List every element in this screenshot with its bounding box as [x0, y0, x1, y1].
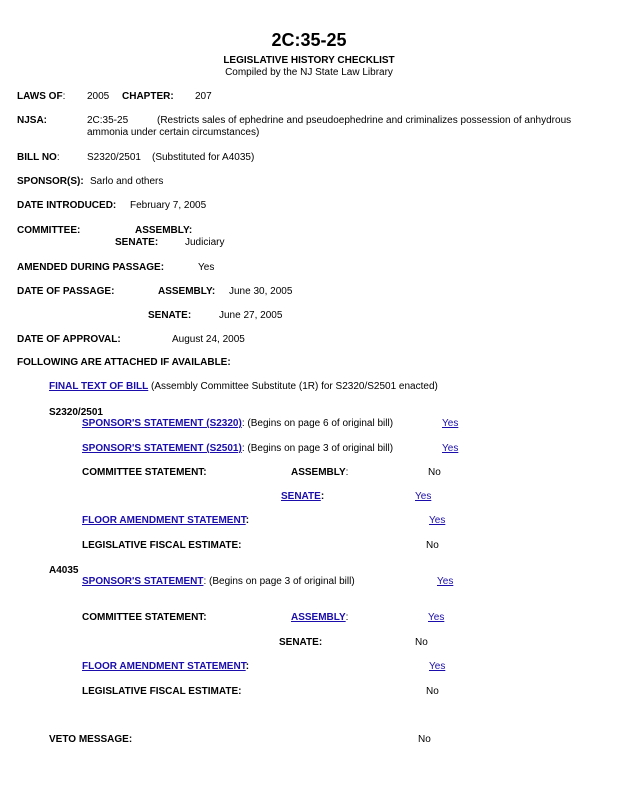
veto-label: VETO MESSAGE:	[49, 734, 133, 745]
committee-senate-value: Judiciary	[185, 237, 225, 248]
s-sponsor2-link[interactable]: SPONSOR'S STATEMENT (S2501)	[82, 443, 242, 454]
passage-senate-value: June 27, 2005	[219, 310, 283, 321]
date-introduced-value: February 7, 2005	[130, 200, 207, 211]
a-sponsor-row: SPONSOR'S STATEMENT: (Begins on page 3 of original bill)	[82, 576, 355, 587]
s-sponsor1-link[interactable]: SPONSOR'S STATEMENT (S2320)	[82, 418, 242, 429]
njsa-description-line1: (Restricts sales of ephedrine and pseudoephedrine and criminalizes possession of anhydrous	[157, 115, 572, 126]
a-committee-label: COMMITTEE STATEMENT:	[82, 612, 207, 623]
laws-of-label: LAWS OF:	[17, 91, 66, 102]
s-floor-link[interactable]: FLOOR AMENDMENT STATEMENT	[82, 515, 246, 526]
a-floor-row: FLOOR AMENDMENT STATEMENT:	[82, 661, 250, 672]
approval-value: August 24, 2005	[172, 334, 245, 345]
s-sponsor2-row: SPONSOR'S STATEMENT (S2501): (Begins on page 3 of original bill)	[82, 443, 394, 454]
veto-value: No	[418, 734, 431, 745]
s-committee-senate-link[interactable]: SENATE	[281, 491, 321, 502]
s-sponsor1-yes-link[interactable]: Yes	[442, 418, 459, 429]
njsa-label: NJSA:	[17, 115, 48, 126]
a-committee-assembly-yes-link[interactable]: Yes	[428, 612, 445, 623]
s-floor-row: FLOOR AMENDMENT STATEMENT:	[82, 515, 250, 526]
a-committee-senate-value: No	[415, 637, 428, 648]
a-floor-link[interactable]: FLOOR AMENDMENT STATEMENT	[82, 661, 246, 672]
a-floor-yes-link[interactable]: Yes	[429, 661, 446, 672]
date-introduced-label: DATE INTRODUCED:	[17, 200, 117, 211]
committee-label: COMMITTEE:	[17, 225, 81, 236]
bill-no-label: BILL NO:	[17, 152, 60, 163]
amended-label: AMENDED DURING PASSAGE:	[17, 262, 165, 273]
passage-senate-label: SENATE:	[148, 310, 192, 321]
s-committee-senate-yes-link[interactable]: Yes	[415, 491, 432, 502]
s-committee-assembly-label: ASSEMBLY:	[291, 467, 349, 478]
s-fiscal-label: LEGISLATIVE FISCAL ESTIMATE:	[82, 540, 242, 551]
chapter-value: 207	[195, 91, 212, 102]
a-fiscal-value: No	[426, 686, 439, 697]
a-committee-assembly-link[interactable]: ASSEMBLY	[291, 612, 346, 623]
a-committee-senate-label: SENATE:	[279, 637, 323, 648]
chapter-label: CHAPTER:	[122, 91, 174, 102]
a-sponsor-yes-link[interactable]: Yes	[437, 576, 454, 587]
passage-assembly-value: June 30, 2005	[229, 286, 293, 297]
a-committee-assembly-row: ASSEMBLY:	[291, 612, 349, 623]
amended-value: Yes	[198, 262, 215, 273]
page-subtitle: LEGISLATIVE HISTORY CHECKLIST	[223, 55, 395, 66]
s-fiscal-value: No	[426, 540, 439, 551]
laws-of-year: 2005	[87, 91, 110, 102]
passage-assembly-label: ASSEMBLY:	[158, 286, 216, 297]
njsa-number: 2C:35-25	[87, 115, 129, 126]
approval-label: DATE OF APPROVAL:	[17, 334, 121, 345]
final-text-link[interactable]: FINAL TEXT OF BILL	[49, 381, 149, 392]
sponsors-value: Sarlo and others	[90, 176, 164, 187]
s-committee-senate-row: SENATE:	[281, 491, 325, 502]
bill-no-value: S2320/2501	[87, 152, 141, 163]
final-text-row: FINAL TEXT OF BILL (Assembly Committee Substitute (1R) for S2320/S2501 enacted)	[49, 381, 438, 392]
committee-senate-label: SENATE:	[115, 237, 159, 248]
bill-substituted: (Substituted for A4035)	[152, 152, 255, 163]
a-bill-heading: A4035	[49, 565, 79, 576]
passage-label: DATE OF PASSAGE:	[17, 286, 115, 297]
s-sponsor1-row: SPONSOR'S STATEMENT (S2320): (Begins on page 6 of original bill)	[82, 418, 394, 429]
attached-label: FOLLOWING ARE ATTACHED IF AVAILABLE:	[17, 357, 231, 368]
njsa-description-line2: ammonia under certain circumstances)	[87, 127, 260, 138]
compiled-by: Compiled by the NJ State Law Library	[225, 67, 393, 78]
sponsors-label: SPONSOR(S):	[17, 176, 84, 187]
s-floor-yes-link[interactable]: Yes	[429, 515, 446, 526]
s-sponsor2-yes-link[interactable]: Yes	[442, 443, 459, 454]
page-title: 2C:35-25	[271, 30, 347, 50]
a-fiscal-label: LEGISLATIVE FISCAL ESTIMATE:	[82, 686, 242, 697]
a-sponsor-link[interactable]: SPONSOR'S STATEMENT	[82, 576, 204, 587]
s-bill-heading: S2320/2501	[49, 407, 103, 418]
committee-assembly-label: ASSEMBLY:	[135, 225, 193, 236]
s-committee-assembly-value: No	[428, 467, 441, 478]
s-committee-label: COMMITTEE STATEMENT:	[82, 467, 207, 478]
